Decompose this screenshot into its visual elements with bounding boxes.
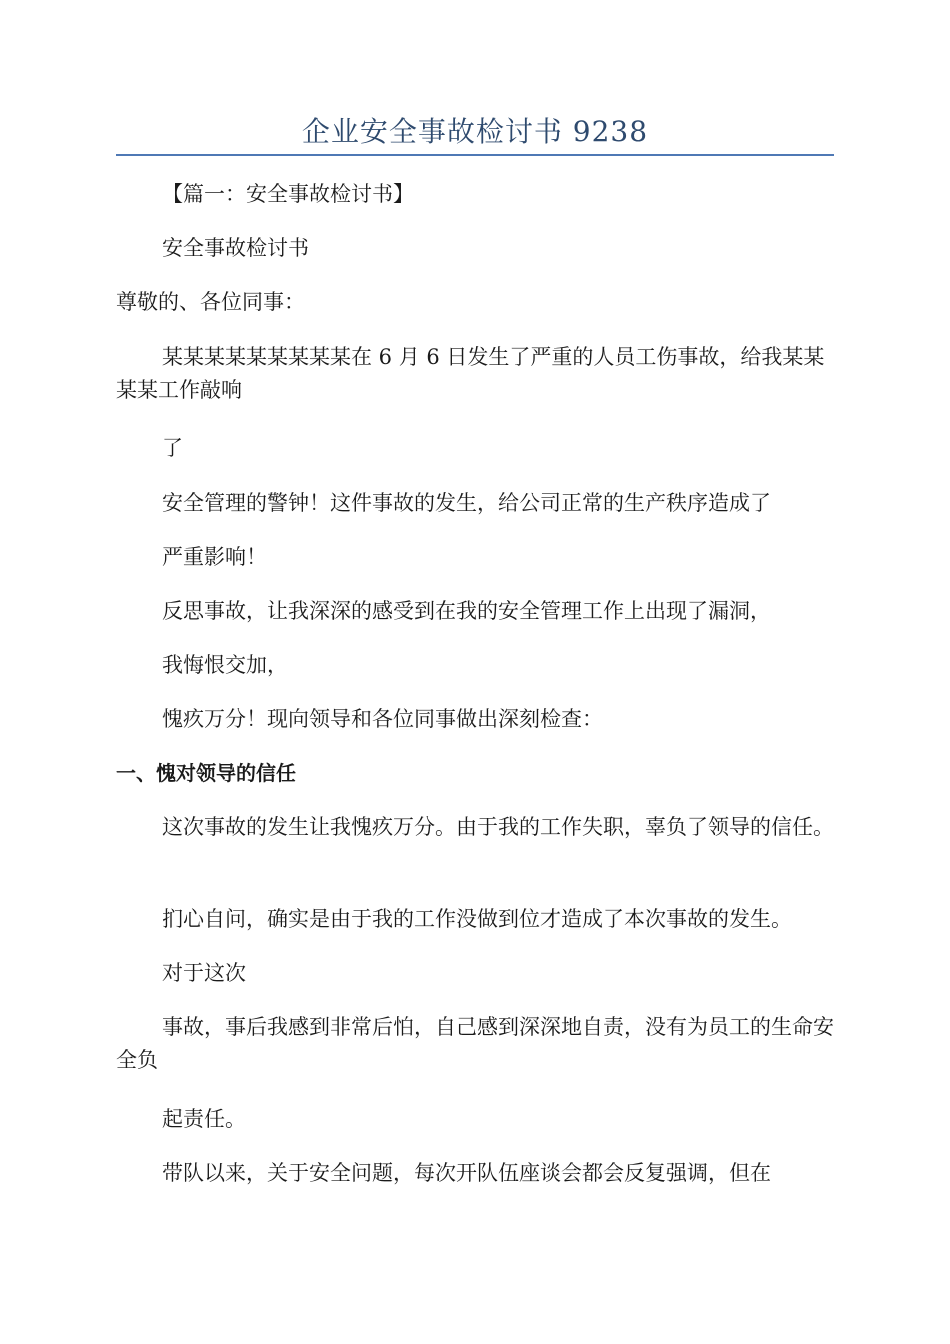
paragraph: 事故，事后我感到非常后怕，自己感到深深地自责，没有为员工的生命安全负 [116, 1015, 834, 1072]
paragraph: 我悔恨交加， [162, 653, 288, 677]
paragraph: 扪心自问，确实是由于我的工作没做到位才造成了本次事故的发生。 [162, 907, 792, 931]
section-label: 【篇一：安全事故检讨书】 [162, 182, 414, 206]
paragraph: 了 [162, 436, 183, 460]
section-heading: 一、愧对领导的信任 [116, 761, 296, 785]
paragraph: 安全事故检讨书 [162, 236, 309, 260]
paragraph: 反思事故，让我深深的感受到在我的安全管理工作上出现了漏洞， [162, 599, 771, 623]
paragraph: 某某某某某某某某某在 6 月 6 日发生了严重的人员工伤事故，给我某某某某工作敲响 [116, 345, 825, 402]
paragraph: 对于这次 [162, 961, 246, 985]
paragraph: 安全管理的警钟！这件事故的发生，给公司正常的生产秩序造成了 [162, 491, 771, 515]
paragraph: 严重影响！ [162, 545, 267, 569]
salutation: 尊敬的、各位同事： [116, 290, 305, 314]
paragraph: 起责任。 [162, 1107, 246, 1131]
title-underline [116, 154, 834, 156]
paragraph: 带队以来，关于安全问题，每次开队伍座谈会都会反复强调，但在 [162, 1161, 771, 1185]
document-title: 企业安全事故检讨书 9238 [301, 115, 649, 148]
paragraph: 这次事故的发生让我愧疚万分。由于我的工作失职，辜负了领导的信任。 [162, 815, 834, 839]
paragraph: 愧疚万分！现向领导和各位同事做出深刻检查： [162, 707, 603, 731]
